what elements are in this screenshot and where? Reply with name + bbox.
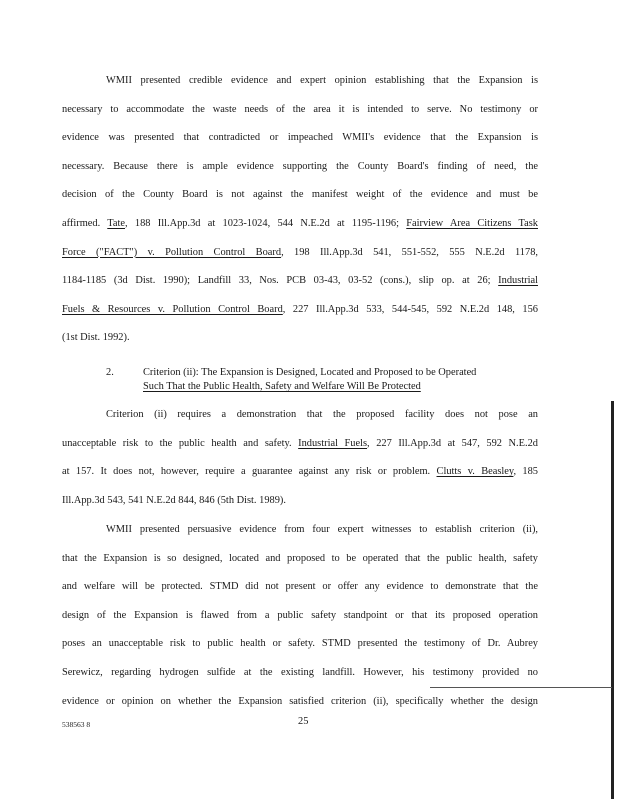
section-number: 2. (106, 367, 114, 378)
text-line (62, 103, 538, 117)
text-run: , 188 Ill.App.3d at 1023-1024, 544 N.E.2d at 1195-1196; (125, 218, 407, 229)
citation: Force ("FACT") v. Pollution Control Board (62, 246, 282, 258)
text-run: , 227 Ill.App.3d 533, 544-545, 592 N.E.2d 148, 156 (282, 303, 538, 315)
text-line (106, 408, 538, 422)
text-run: 1184-1185 (3d Dist. 1990); Landfill 33, Nos. PCB 03-43, 03-52 (cons.), slip op. at 26; (62, 275, 499, 287)
citation: Industrial (498, 275, 538, 287)
text-line (62, 465, 538, 479)
text-run: Ill.App.3d 543, 541 N.E.2d 844, 846 (5th Dist. 1989). (62, 494, 286, 506)
text-run: Serewicz, regarding hydrogen sulfide at the existing landfill. However, his testimony provided no (62, 667, 538, 678)
margin-rule (430, 687, 612, 688)
text-line (62, 188, 538, 202)
text-line (62, 303, 538, 317)
citation: Industrial Fuels (298, 437, 368, 449)
margin-bar (611, 401, 614, 799)
text-line (62, 274, 538, 288)
text-run: at 157. It does not, however, require a guarantee against any risk or problem. (62, 466, 437, 478)
text-run: and welfare will be protected. STMD did not present or offer any evidence to demonstrate that the (62, 581, 538, 593)
text-line (62, 246, 538, 260)
text-run: poses an unacceptable risk to public health or safety. STMD presented the testimony of Dr. Aubrey (62, 638, 538, 650)
text-run: , 198 Ill.App.3d 541, 551-552, 555 N.E.2d 1178, (281, 246, 538, 258)
text-line (62, 580, 538, 594)
text-line (62, 217, 538, 231)
text-line (62, 494, 538, 508)
text-run: Criterion (ii) requires a demonstration that the proposed facility does not pose an (106, 409, 538, 420)
text-line (62, 160, 538, 174)
document-id: 538563 8 (62, 720, 91, 729)
text-line (106, 523, 538, 537)
text-line (62, 666, 538, 680)
text-run: unacceptable risk to the public health and safety. (62, 437, 299, 449)
text-line (106, 74, 538, 88)
citation: Tate (107, 218, 126, 229)
text-run: WMII presented persuasive evidence from four expert witnesses to establish criterion (ii), (106, 524, 538, 535)
text-run: (1st Dist. 1992). (62, 332, 130, 344)
text-line (62, 331, 538, 345)
text-line (62, 437, 538, 451)
text-run: that the Expansion is so designed, located and proposed to be operated that the public health, safety (62, 552, 538, 564)
text-run: necessary to accommodate the waste needs of the area it is intended to serve. No testimony or (62, 103, 538, 115)
citation: Clutts v. Beasley (436, 466, 514, 478)
text-run: affirmed. (62, 218, 108, 229)
text-line (62, 609, 538, 623)
text-run: decision of the County Board is not against the manifest weight of the evidence and must be (62, 189, 538, 201)
text-run: necessary. Because there is ample evidence supporting the County Board's finding of need, the (62, 160, 538, 172)
text-run: design of the Expansion is flawed from a public safety standpoint or that its proposed operation (62, 609, 538, 621)
text-line (62, 637, 538, 651)
page-number: 25 (298, 716, 309, 727)
text-line (62, 552, 538, 566)
text-run: evidence or opinion on whether the Expansion satisfied criterion (ii), specifically whether the design (62, 695, 538, 707)
citation: Fairview Area Citizens Task (406, 218, 538, 229)
section-heading-line-1: Criterion (ii): The Expansion is Designed, Located and Proposed to be Operated (143, 367, 477, 378)
section-heading-line-2: Such That the Public Health, Safety and Welfare Will Be Protected (143, 381, 421, 392)
text-line (62, 131, 538, 145)
text-run: WMII presented credible evidence and expert opinion establishing that the Expansion is (106, 75, 538, 86)
text-run: , 185 (513, 466, 538, 478)
text-line (62, 695, 538, 709)
text-run: , 227 Ill.App.3d at 547, 592 N.E.2d (367, 437, 538, 449)
text-run: evidence was presented that contradicted or impeached WMII's evidence that the Expansion is (62, 132, 538, 144)
citation: Fuels & Resources v. Pollution Control Board (62, 303, 283, 315)
